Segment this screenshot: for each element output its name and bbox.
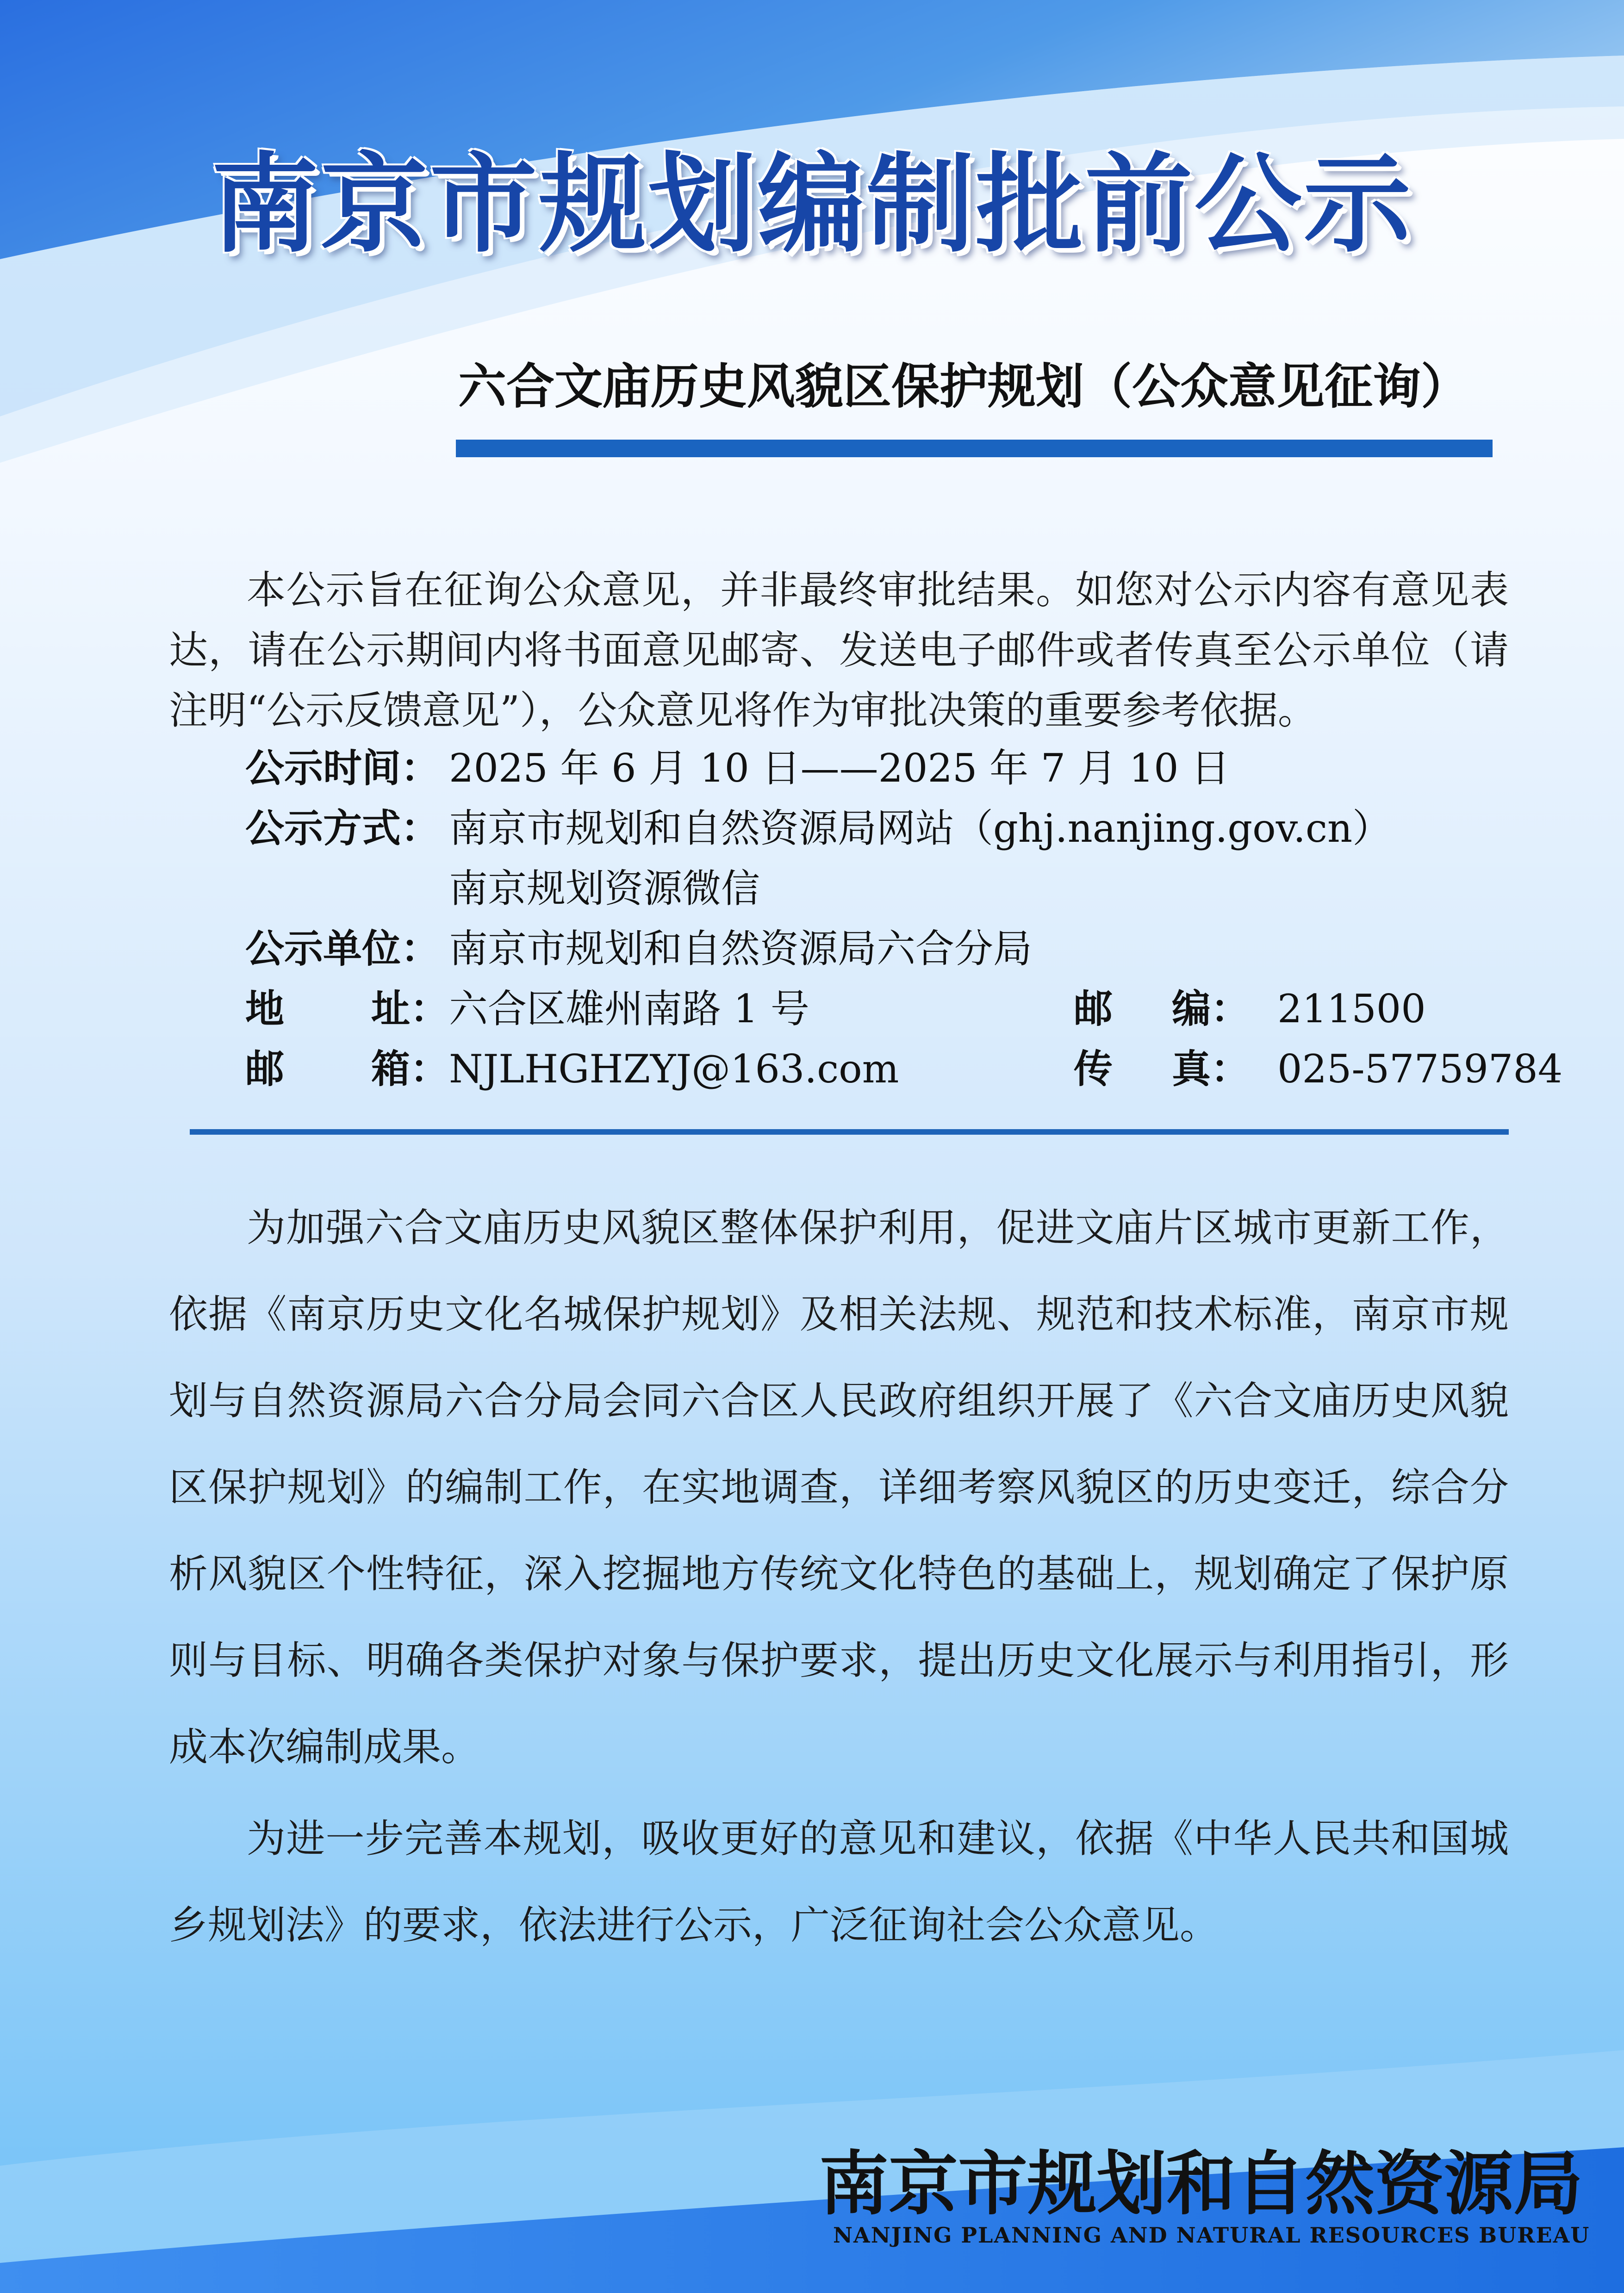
postcode-value: 211500 [1277,986,1426,1032]
method-value-wechat: 南京规划资源微信 [449,866,760,911]
body-paragraph-1: 为加强六合文庙历史风貌区整体保护利用，促进文庙片区城市更新工作，依据《南京历史文化名城保护规划》及相关法规、规范和技术标准，南京市规划与自然资源局六合分局会同六合区人民政府组织开展了《六合文庙历史风貌区保护规划》的编制工作，在实地调查，详细考察风貌区的历史变迁，综合分析风貌区个性特征，深入挖掘地方传统文化特色的基础上，规划确定了保护原则与目标、明确各类保护对象与保护要求，提出历史文化展示与利用指引，形成本次编制成果。 [169,1205,1509,1770]
postcode-label-part: 编： [1171,986,1250,1032]
fax-label [1074,1039,1250,1099]
unit-label: 公示单位： [245,926,440,971]
address-label-part: 址： [371,986,449,1032]
unit-value: 南京市规划和自然资源局六合分局 [449,926,1033,971]
time-label: 公示时间： [245,746,440,791]
fax-value: 025-57759784 [1277,1046,1563,1092]
address-label-part: 地 [245,986,285,1032]
address-value: 六合区雄州南路 1 号 [449,986,809,1032]
email-label [245,1039,449,1099]
footer-org-name-en: NANJING PLANNING AND NATURAL RESOURCES BUREAU [833,2223,1590,2248]
info-row-email [245,1039,1563,1099]
intro-paragraph: 本公示旨在征询公众意见，并非最终审批结果。如您对公示内容有意见表达，请在公示期间内将书面意见邮寄、发送电子邮件或者传真至公示单位（请注明“公示反馈意见”），公众意见将作为审批决策的重要参考依据。 [169,567,1509,733]
address-label [245,979,449,1039]
email-value[interactable]: NJLHGHZYJ@163.com [449,1046,899,1092]
subtitle-underline [456,440,1493,457]
time-value: 2025 年 6 月 10 日——2025 年 7 月 10 日 [449,746,1230,791]
document-subtitle: 六合文庙历史风貌区保护规划（公众意见征询） [458,358,1469,415]
postcode-label [1074,979,1250,1039]
postcode-label-part: 邮 [1074,986,1113,1032]
email-label-part: 箱： [371,1046,449,1092]
method-value-website: 南京市规划和自然资源局网站（ghj.nanjing.gov.cn） [449,806,1392,851]
section-divider [190,1129,1509,1135]
fax-label-part: 真： [1171,1046,1250,1092]
info-row-address [245,979,1518,1039]
body-paragraph-2: 为进一步完善本规划，吸收更好的意见和建议，依据《中华人民共和国城乡规划法》的要求，依法进行公示，广泛征询社会公众意见。 [169,1816,1509,1948]
method-label: 公示方式： [245,806,440,851]
footer-org-name: 南京市规划和自然资源局 [819,2144,1583,2225]
email-label-part: 邮 [245,1046,285,1092]
page-title: 南京市规划编制批前公示 [211,142,1413,267]
fax-label-part: 传 [1074,1046,1113,1092]
